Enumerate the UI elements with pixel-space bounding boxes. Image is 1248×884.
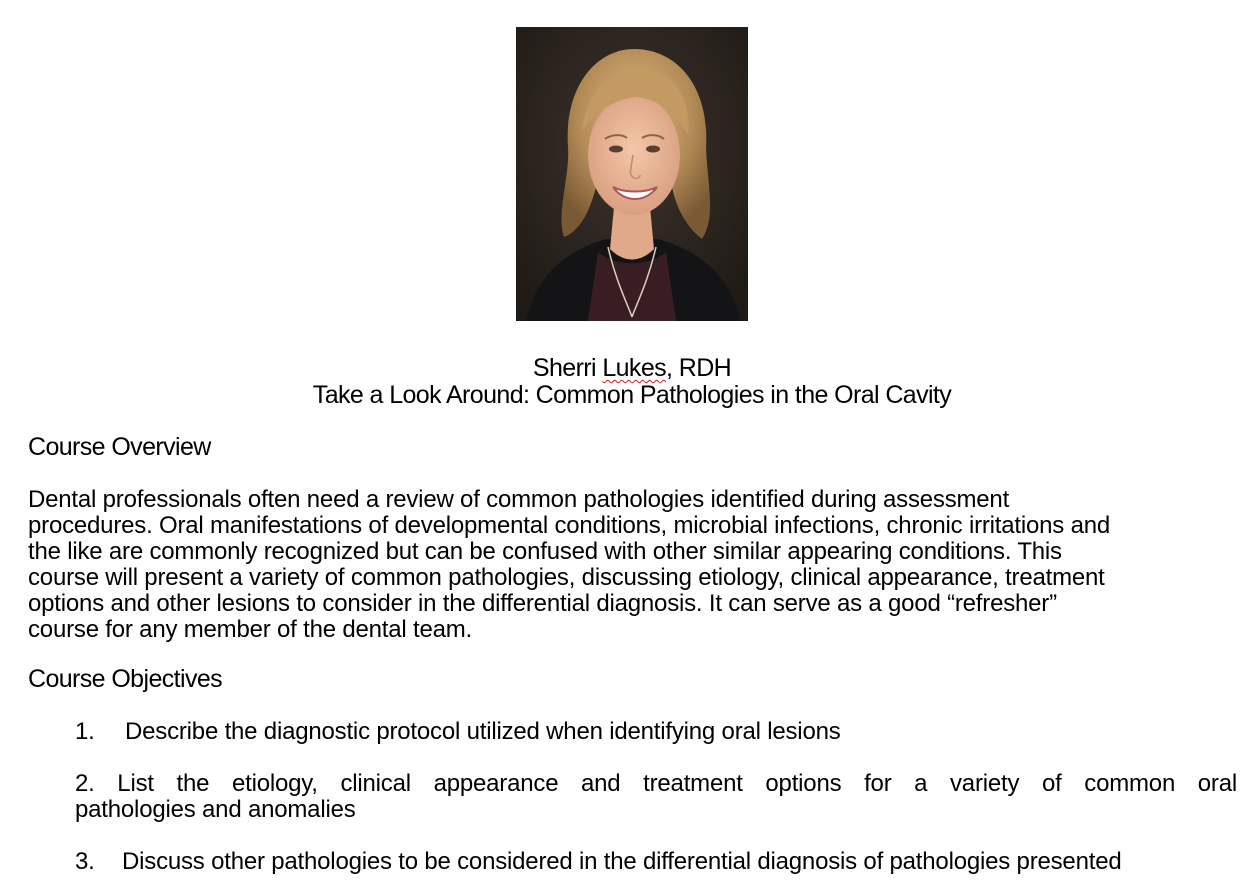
objective-word: variety — [950, 770, 1020, 797]
objective-word: and — [581, 770, 621, 797]
objective-line — [75, 719, 1237, 745]
objective-item — [75, 849, 1237, 875]
overview-heading: Course Overview — [28, 433, 211, 461]
overview-line: procedures. Oral manifestations of developmental conditions, microbial infections, chronic irritations and — [28, 512, 1111, 539]
speaker-name — [0, 354, 1248, 382]
objective-number: 1. — [75, 718, 95, 745]
objective-word: appearance — [433, 770, 559, 797]
overview-line: course will present a variety of common pathologies, discussing etiology, clinical appearance, treatment — [28, 564, 1105, 591]
course-title: Take a Look Around: Common Pathologies in the Oral Cavity — [312, 381, 952, 409]
overview-paragraph — [28, 487, 1238, 643]
objective-line: pathologies and anomalies — [75, 796, 356, 823]
overview-line: course for any member of the dental team. — [28, 616, 473, 643]
speaker-name-first: Sherri — [532, 354, 603, 382]
objective-word: treatment — [643, 770, 743, 797]
objective-word: the — [176, 770, 210, 797]
objective-word: of — [1041, 770, 1062, 797]
speaker-photo — [516, 27, 748, 321]
objective-word: etiology, — [231, 770, 318, 797]
objective-item — [75, 771, 1237, 823]
objective-word: oral — [1197, 770, 1237, 797]
objective-word: clinical — [340, 770, 411, 797]
speaker-name-credential: , RDH — [666, 354, 732, 382]
objective-line — [75, 849, 1237, 875]
objective-text: Discuss other pathologies to be considered in the differential diagnosis of pathologies presented — [122, 848, 1122, 875]
speaker-name-last: Lukes — [602, 354, 667, 382]
objective-word: options — [765, 770, 842, 797]
objective-item — [75, 719, 1237, 745]
overview-line: options and other lesions to consider in the differential diagnosis. It can serve as a good “refresher” — [28, 590, 1057, 617]
objective-word: List — [117, 770, 154, 797]
objective-word: common — [1084, 770, 1176, 797]
overview-line: Dental professionals often need a review of common pathologies identified during assessment — [28, 486, 1010, 513]
objective-word: a — [914, 770, 928, 797]
objective-word: for — [864, 770, 892, 797]
objectives-heading: Course Objectives — [28, 665, 223, 693]
objective-number: 3. — [75, 848, 95, 875]
overview-line: the like are commonly recognized but can be confused with other similar appearing conditions. This — [28, 538, 1062, 565]
objective-text: Describe the diagnostic protocol utilized when identifying oral lesions — [125, 718, 841, 745]
portrait-photo-icon — [516, 27, 748, 321]
objective-number: 2. — [75, 770, 95, 797]
objective-line-justified — [75, 771, 1237, 797]
